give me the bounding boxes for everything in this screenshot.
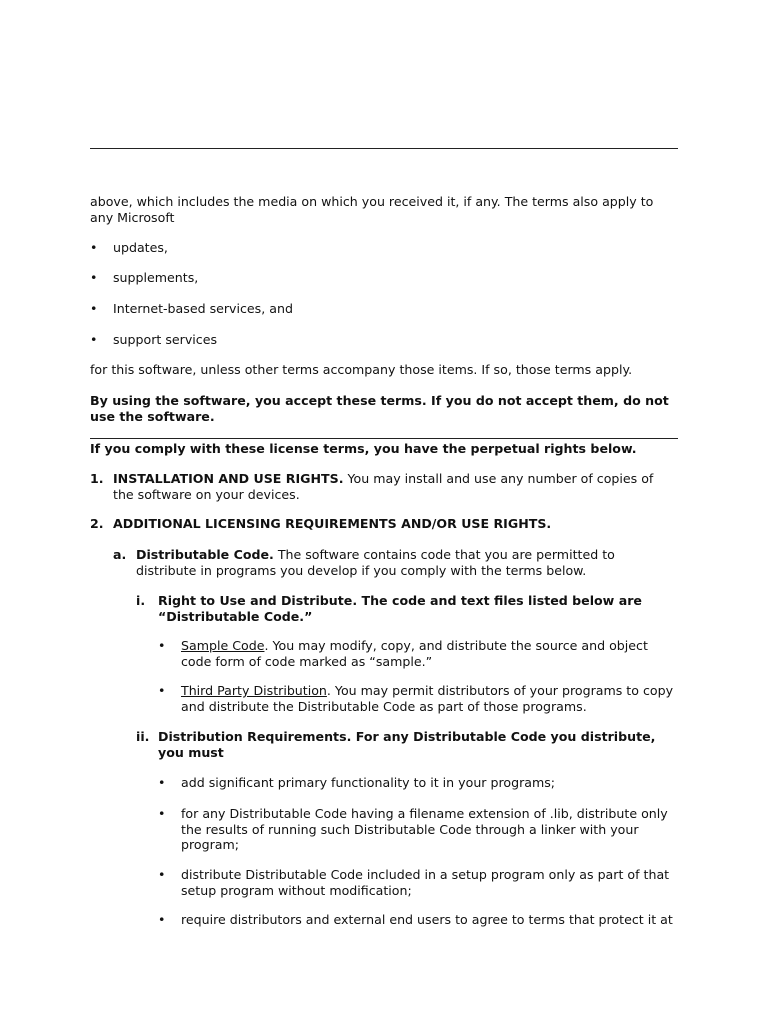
- bullet-marker: •: [158, 683, 166, 698]
- intro-paragraph: above, which includes the media on which you received it, if any. The terms also apply to any Microsoft: [90, 194, 654, 225]
- after-bullets-paragraph: for this software, unless other terms accompany those items. If so, those terms apply.: [90, 362, 633, 377]
- section-1-number: 1.: [90, 471, 104, 486]
- item-a-text: The software contains code that you are permitted to distribute in programs you develop if you comply with the terms below.: [136, 547, 615, 578]
- item-a-paragraph: [136, 547, 678, 578]
- requirement-item: add significant primary functionality to it in your programs;: [181, 775, 556, 790]
- requirement-item: require distributors and external end users to agree to terms that protect it at: [181, 912, 673, 927]
- item-a-heading: Distributable Code.: [136, 547, 274, 562]
- sample-code-term: Sample Code: [181, 638, 265, 653]
- bullet-marker: •: [158, 638, 166, 653]
- bullet-marker: •: [90, 332, 98, 347]
- sample-code-item: [181, 638, 671, 669]
- sample-code-text: . You may modify, copy, and distribute the source and object code form of code marked as “sample.”: [181, 638, 648, 669]
- item-ii-marker: ii.: [136, 729, 150, 744]
- header-rule: [90, 148, 678, 149]
- third-party-term: Third Party Distribution: [181, 683, 327, 698]
- section-1-heading: INSTALLATION AND USE RIGHTS.: [113, 471, 344, 486]
- bullet-marker: •: [90, 301, 98, 316]
- section-rule: [90, 438, 678, 439]
- item-a-marker: a.: [113, 547, 127, 562]
- requirement-item: for any Distributable Code having a filename extension of .lib, distribute only the results of running such Distributable Code through a linker with your program;: [181, 806, 668, 852]
- section-2-heading: ADDITIONAL LICENSING REQUIREMENTS AND/OR USE RIGHTS.: [113, 516, 552, 531]
- third-party-text: . You may permit distributors of your programs to copy and distribute the Distributable Code as part of those programs.: [181, 683, 674, 714]
- item-i-heading: Right to Use and Distribute. The code and text files listed below are “Distributable Code.”: [158, 593, 642, 624]
- bullet-marker: •: [90, 270, 98, 285]
- acceptance-statement: By using the software, you accept these terms. If you do not accept them, do not use the software.: [90, 393, 669, 424]
- bullet-marker: •: [158, 806, 166, 821]
- comply-statement: If you comply with these license terms, you have the perpetual rights below.: [90, 441, 637, 456]
- requirement-item: distribute Distributable Code included in a setup program only as part of that setup program without modification;: [181, 867, 670, 898]
- section-1-paragraph: [113, 471, 678, 502]
- bullet-item: supplements,: [113, 270, 199, 285]
- third-party-item: [181, 683, 676, 714]
- bullet-marker: •: [90, 240, 98, 255]
- section-1-text: You may install and use any number of copies of the software on your devices.: [113, 471, 654, 502]
- bullet-item: support services: [113, 332, 218, 347]
- section-2-number: 2.: [90, 516, 104, 531]
- bullet-marker: •: [158, 775, 166, 790]
- bullet-marker: •: [158, 867, 166, 882]
- item-ii-heading: Distribution Requirements. For any Distributable Code you distribute, you must: [158, 729, 656, 760]
- bullet-item: updates,: [113, 240, 168, 255]
- bullet-marker: •: [158, 912, 166, 927]
- bullet-item: Internet-based services, and: [113, 301, 293, 316]
- item-i-marker: i.: [136, 593, 146, 608]
